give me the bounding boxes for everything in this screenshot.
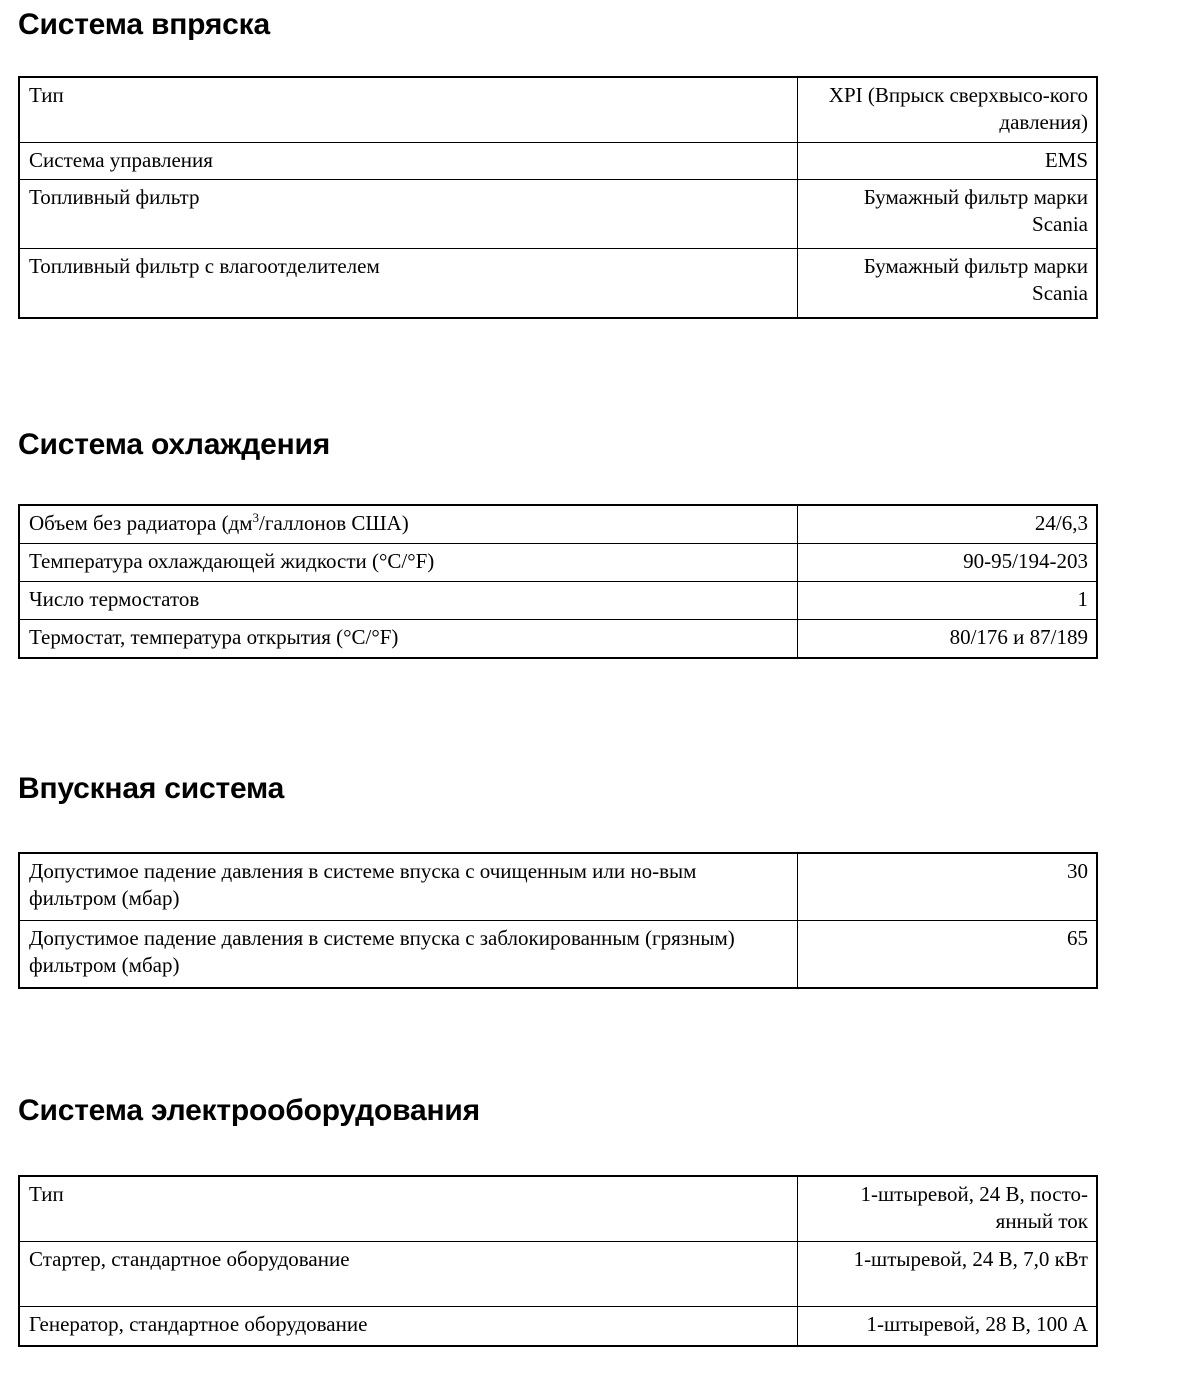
section-heading-cooling: Система охлаждения xyxy=(18,428,331,461)
row-value: 1-штыревой, 28 В, 100 А xyxy=(798,1307,1098,1347)
row-label: Топливный фильтр xyxy=(19,180,798,249)
row-value: Бумажный фильтр марки Scania xyxy=(798,249,1098,319)
row-value: 30 xyxy=(798,853,1098,921)
section-heading-injection: Система впряска xyxy=(18,8,270,41)
row-value: 1 xyxy=(798,582,1098,620)
table-injection xyxy=(18,76,1098,319)
section-cooling xyxy=(0,428,1180,659)
table-row xyxy=(19,505,1097,544)
table-row xyxy=(19,544,1097,582)
row-label xyxy=(19,505,798,544)
table-cooling xyxy=(18,504,1098,659)
table-row xyxy=(19,77,1097,143)
row-value: XPI (Впрыск сверхвысо-кого давления) xyxy=(798,77,1098,143)
row-value: 1-штыревой, 24 В, посто-янный ток xyxy=(798,1176,1098,1242)
table-row xyxy=(19,921,1097,989)
table-row xyxy=(19,1176,1097,1242)
row-label: Допустимое падение давления в системе впуска с заблокированным (грязным) фильтром (мбар) xyxy=(19,921,798,989)
table-row xyxy=(19,620,1097,659)
row-label: Тип xyxy=(19,1176,798,1242)
row-label: Система управления xyxy=(19,143,798,180)
row-value: 24/6,3 xyxy=(798,505,1098,544)
row-label: Число термостатов xyxy=(19,582,798,620)
table-row xyxy=(19,853,1097,921)
row-label-suffix: /галлонов США) xyxy=(259,511,409,535)
row-label: Температура охлаждающей жидкости (°C/°F) xyxy=(19,544,798,582)
table-electrical xyxy=(18,1175,1098,1347)
table-intake xyxy=(18,852,1098,989)
row-label-prefix: Объем без радиатора (дм xyxy=(29,511,253,535)
table-row xyxy=(19,143,1097,180)
row-value: 80/176 и 87/189 xyxy=(798,620,1098,659)
row-value: 1-штыревой, 24 В, 7,0 кВт xyxy=(798,1242,1098,1307)
section-injection xyxy=(0,8,1180,319)
row-label: Термостат, температура открытия (°C/°F) xyxy=(19,620,798,659)
section-heading-intake: Впускная система xyxy=(18,772,285,805)
row-value: 65 xyxy=(798,921,1098,989)
row-label: Тип xyxy=(19,77,798,143)
row-label: Топливный фильтр с влагоотделителем xyxy=(19,249,798,319)
row-value: Бумажный фильтр марки Scania xyxy=(798,180,1098,249)
table-row xyxy=(19,1242,1097,1307)
table-row xyxy=(19,1307,1097,1347)
row-value: EMS xyxy=(798,143,1098,180)
table-row xyxy=(19,582,1097,620)
table-row xyxy=(19,249,1097,319)
row-label-superscript: 3 xyxy=(252,510,260,525)
table-row xyxy=(19,180,1097,249)
section-heading-electrical: Система электрооборудования xyxy=(18,1094,480,1127)
row-label: Стартер, стандартное оборудование xyxy=(19,1242,798,1307)
row-label: Генератор, стандартное оборудование xyxy=(19,1307,798,1347)
row-label: Допустимое падение давления в системе впуска с очищенным или но-вым фильтром (мбар) xyxy=(19,853,798,921)
section-intake xyxy=(0,772,1180,989)
section-electrical xyxy=(0,1094,1180,1347)
row-value: 90-95/194-203 xyxy=(798,544,1098,582)
